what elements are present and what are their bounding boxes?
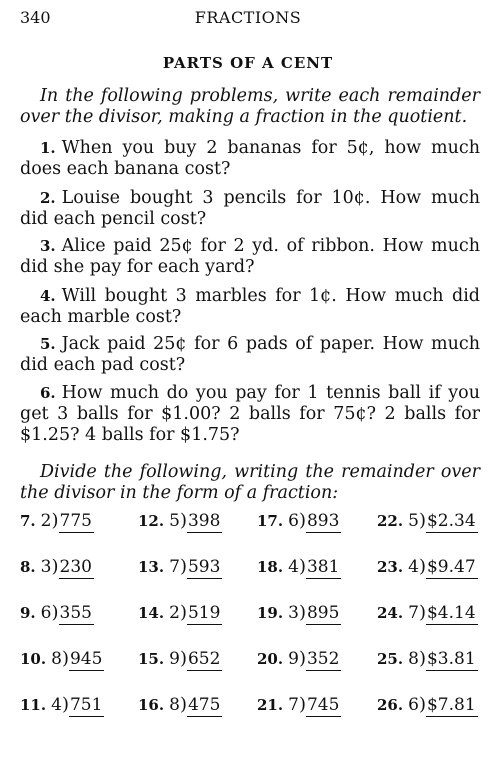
division-bracket: ) [51, 602, 59, 623]
dividend: 652 [187, 649, 221, 669]
division-bracket: ) [61, 648, 69, 669]
section-title: PARTS OF A CENT [162, 54, 334, 72]
division-bracket: ) [298, 602, 306, 623]
division-exercise [257, 510, 341, 533]
problem-text: Alice paid 25¢ for 2 yd. of ribbon. How much did she pay for each yard? [20, 236, 480, 277]
division-exercise [138, 648, 222, 671]
problem-text: Jack paid 25¢ for 6 pads of paper. How much did each pad cost? [20, 334, 480, 375]
exercise-row [20, 602, 480, 630]
dividend: 230 [59, 557, 92, 577]
exercise-number: 22. [377, 512, 404, 530]
long-division [169, 510, 222, 533]
problem-text: How much do you pay for 1 tennis ball if you get 3 balls for $1.00? 2 balls for 75¢? 2 balls for $1.25? 4 balls for $1.75? [20, 383, 480, 445]
dividend: 893 [306, 511, 340, 531]
divisor: 8 [51, 649, 62, 669]
exercise-number: 10. [20, 650, 47, 668]
divisor: 2 [40, 511, 52, 531]
exercise-number: 17. [257, 512, 284, 530]
division-bracket: ) [298, 510, 306, 531]
intro-instruction: In the following problems, write each remainder over the divisor, making a fraction in the quotient. [20, 86, 480, 127]
division-bracket: ) [51, 556, 59, 577]
divisor: 7 [288, 695, 299, 715]
long-division [51, 694, 104, 717]
division-bracket: ) [418, 694, 426, 715]
division-bracket: ) [179, 694, 187, 715]
division-exercise [257, 648, 341, 671]
division-bracket: ) [179, 602, 187, 623]
long-division [169, 648, 222, 671]
long-division [408, 648, 478, 671]
exercise-number: 20. [257, 650, 284, 668]
page-number: 340 [20, 8, 51, 27]
division-bracket: ) [418, 648, 426, 669]
division-exercise [377, 510, 478, 533]
long-division [408, 510, 478, 533]
divisor: 5 [408, 511, 419, 531]
dividend: 895 [306, 603, 340, 623]
divisor: 4 [408, 557, 419, 577]
division-bracket: ) [298, 556, 306, 577]
problem-3 [20, 236, 480, 278]
divisor: 3 [40, 557, 52, 577]
division-exercise [377, 602, 478, 625]
dividend: $9.47 [426, 557, 476, 577]
problem-2 [20, 188, 480, 230]
exercise-row [20, 510, 480, 538]
division-bracket: ) [179, 556, 187, 577]
dividend: 775 [59, 511, 92, 531]
long-division [288, 556, 341, 579]
exercise-number: 26. [377, 696, 404, 714]
dividend: $7.81 [426, 695, 476, 715]
divisor: 5 [169, 511, 180, 531]
exercise-number: 15. [138, 650, 165, 668]
division-bracket: ) [418, 602, 426, 623]
exercise-number: 13. [138, 558, 165, 576]
running-head: FRACTIONS [194, 8, 302, 27]
division-exercise [20, 556, 94, 579]
dividend: 381 [306, 557, 340, 577]
long-division [41, 510, 94, 533]
division-exercise [20, 694, 104, 717]
long-division [408, 556, 478, 579]
division-bracket: ) [61, 694, 69, 715]
divisor: 3 [288, 603, 299, 623]
long-division [408, 694, 478, 717]
long-division [41, 556, 94, 579]
division-bracket: ) [418, 556, 426, 577]
division-exercise [138, 602, 222, 625]
exercise-number: 24. [377, 604, 404, 622]
problem-text: When you buy 2 bananas for 5¢, how much does each banana cost? [20, 138, 480, 179]
divisor: 7 [169, 557, 180, 577]
problem-1 [20, 138, 480, 180]
problem-number: 5. [40, 335, 56, 353]
division-bracket: ) [298, 648, 306, 669]
dividend: $4.14 [426, 603, 476, 623]
page-header [20, 8, 476, 30]
exercise-number: 12. [138, 512, 165, 530]
dividend: 751 [69, 695, 103, 715]
division-exercise [20, 510, 94, 533]
long-division [288, 602, 341, 625]
divisor: 9 [169, 649, 180, 669]
division-exercise [138, 694, 222, 717]
dividend: 519 [187, 603, 221, 623]
divisor: 6 [40, 603, 52, 623]
long-division [288, 510, 341, 533]
division-exercise [257, 694, 341, 717]
exercise-number: 23. [377, 558, 404, 576]
problem-4 [20, 286, 480, 328]
exercise-number: 14. [138, 604, 165, 622]
exercise-number: 18. [257, 558, 284, 576]
problem-6 [20, 383, 480, 446]
division-exercise [20, 648, 104, 671]
divisor: 6 [288, 511, 299, 531]
long-division [169, 602, 222, 625]
division-exercise [138, 556, 222, 579]
long-division [51, 648, 104, 671]
division-exercise [138, 510, 222, 533]
exercise-row [20, 694, 480, 722]
division-exercise [257, 602, 341, 625]
exercise-number: 9. [20, 604, 36, 622]
exercise-number: 11. [20, 696, 47, 714]
divisor: 4 [288, 557, 299, 577]
division-bracket: ) [418, 510, 426, 531]
problem-number: 1. [40, 139, 56, 157]
exercise-number: 8. [20, 558, 36, 576]
division-bracket: ) [179, 648, 187, 669]
division-bracket: ) [51, 510, 59, 531]
problem-number: 6. [40, 384, 56, 402]
divisor: 6 [408, 695, 419, 715]
dividend: 352 [306, 649, 340, 669]
problem-number: 2. [40, 189, 56, 207]
long-division [408, 602, 478, 625]
long-division [169, 556, 222, 579]
long-division [288, 694, 341, 717]
long-division [288, 648, 341, 671]
divisor: 7 [408, 603, 419, 623]
problem-text: Louise bought 3 pencils for 10¢. How much did each pencil cost? [20, 188, 480, 229]
division-exercise [20, 602, 94, 625]
problem-number: 3. [40, 237, 56, 255]
dividend: 745 [306, 695, 340, 715]
division-bracket: ) [179, 510, 187, 531]
division-exercise [377, 556, 478, 579]
problem-5 [20, 334, 480, 376]
exercise-row [20, 648, 480, 676]
long-division [169, 694, 222, 717]
dividend: 593 [187, 557, 221, 577]
dividend: 945 [69, 649, 103, 669]
dividend: $2.34 [426, 511, 476, 531]
division-bracket: ) [298, 694, 306, 715]
divide-instruction: Divide the following, writing the remainder over the divisor in the form of a fraction: [20, 462, 480, 503]
exercise-number: 16. [138, 696, 165, 714]
division-exercise [257, 556, 341, 579]
problem-number: 4. [40, 287, 56, 305]
dividend: 355 [59, 603, 92, 623]
exercise-number: 21. [257, 696, 284, 714]
dividend: 398 [187, 511, 221, 531]
exercise-number: 19. [257, 604, 284, 622]
divisor: 4 [51, 695, 62, 715]
division-exercise [377, 648, 478, 671]
exercise-row [20, 556, 480, 584]
exercise-number: 25. [377, 650, 404, 668]
exercise-number: 7. [20, 512, 36, 530]
divisor: 9 [288, 649, 299, 669]
problem-text: Will bought 3 marbles for 1¢. How much did each marble cost? [20, 286, 480, 327]
dividend: 475 [187, 695, 221, 715]
long-division [41, 602, 94, 625]
divisor: 8 [169, 695, 180, 715]
dividend: $3.81 [426, 649, 476, 669]
divisor: 8 [408, 649, 419, 669]
division-exercise [377, 694, 478, 717]
divisor: 2 [169, 603, 180, 623]
